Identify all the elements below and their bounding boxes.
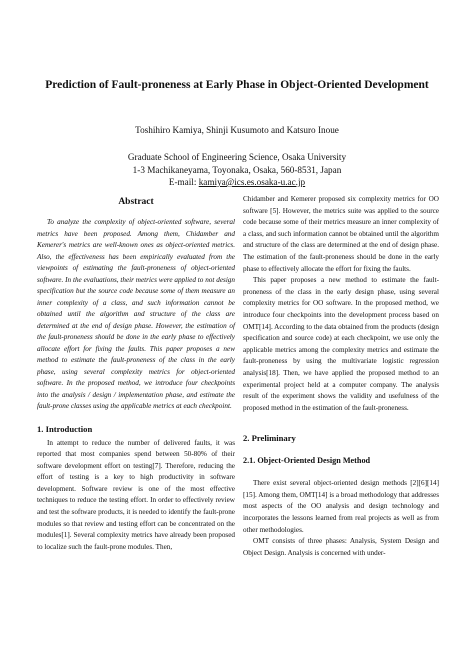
continuation-paragraph: Chidamber and Kemerer proposed six complexity metrics for OO software [5]. However, the metrics suite was applied to the source code because some of their metrics measure an inner complexity of a class, and such information cannot be obtained until the algorithm and structure of the class are determined at the end of design phase. The estimation of the fault-proneness should be done in the early phase to effectively allocate the effort for fixing the faults. [243, 195, 439, 273]
oo-design-method-heading: 2.1. Object-Oriented Design Method [243, 456, 371, 466]
oo-design-paragraph-1: There exist several object-oriented design methods [2][6][14][15]. Among them, OMT[14] is a broad methodology that addresses most aspects of the OO analysis and design technology and incorporates the lessons learned from real projects as well as from other methodologies. [243, 479, 439, 534]
introduction-heading: 1. Introduction [37, 423, 93, 434]
preliminary-heading: 2. Preliminary [243, 433, 296, 444]
affiliation-block [20, 151, 454, 189]
email-link[interactable]: kamiya@ics.es.osaka-u.ac.jp [198, 177, 306, 187]
oo-design-paragraph-2: OMT consists of three phases: Analysis, System Design and Object Design. Analysis is concerned with under- [243, 537, 439, 557]
affiliation-email-line [20, 176, 454, 189]
abstract-text: To analyze the complexity of object-oriented software, several metrics have been proposed. Among them, Chidamber and Kemerer's metrics are well-known ones as object-oriented metrics. Also, the effectiveness has been empirically evaluated from the viewpoints of estimating the fault-proneness of object-oriented software. In the evaluations, their metrics were applied to not design specification but the source code because some of them measure an inner complexity of a class, and such information cannot be obtained until the algorithm and structure of the class are determined at the end of design phase. However, the estimation of the fault-proneness should be done in the early phase to effectively allocate effort for fixing the faults. This paper proposes a new method to estimate the fault-proneness of the class in the early phase, using several complexity metrics for object-oriented software. In the proposed method, we introduce four checkpoints into the analysis / design / implementation phase, and estimate the fault-prone classes using the applicable metrics at each checkpoint. [37, 218, 235, 410]
abstract-heading: Abstract [118, 197, 154, 207]
right-column [243, 194, 439, 559]
introduction-text: In attempt to reduce the number of delivered faults, it was reported that most companies spend between 50-80% of their software development effort on testing[7]. Therefore, reducing the effort of testing is a key to high productivity in software development. Software review is one of the most effective techniques to reduce the testing effort. In order to effectively review and test the software products, it is needed to identify the fault-prone modules so that review and testing effort can be concentrated on the modules[1]. Several complexity metrics have already been proposed to localize such the fault-prone modules. Then, [37, 438, 235, 551]
affiliation-school: Graduate School of Engineering Science, Osaka University [127, 152, 347, 162]
left-column [37, 196, 235, 553]
proposal-paragraph: This paper proposes a new method to estimate the fault-proneness of the class in the early design phase, using several complexity metrics for OO software. In the proposed method, we introduce four checkpoints into the development process based on OMT[14]. According to the data obtained from the products (design specification and source code) at each checkpoint, we use only the applicable metrics among the complexity metrics and estimate the fault-proneness by using the multivariate logistic regression analysis[18]. Then, we have applied the proposed method to an experimental project held at a computer company. The analysis result of the experiment shows the validity and usefulness of the proposed method in the estimation of the fault-proneness. [243, 276, 439, 412]
affiliation-address: 1-3 Machikaneyama, Toyonaka, Osaka, 560-8531, Japan [132, 164, 342, 175]
author-list: Toshihiro Kamiya, Shinji Kusumoto and Katsuro Inoue [135, 125, 339, 135]
paper-title: Prediction of Fault-proneness at Early Phase in Object-Oriented Development [45, 79, 429, 91]
email-label: E-mail: [168, 177, 199, 187]
